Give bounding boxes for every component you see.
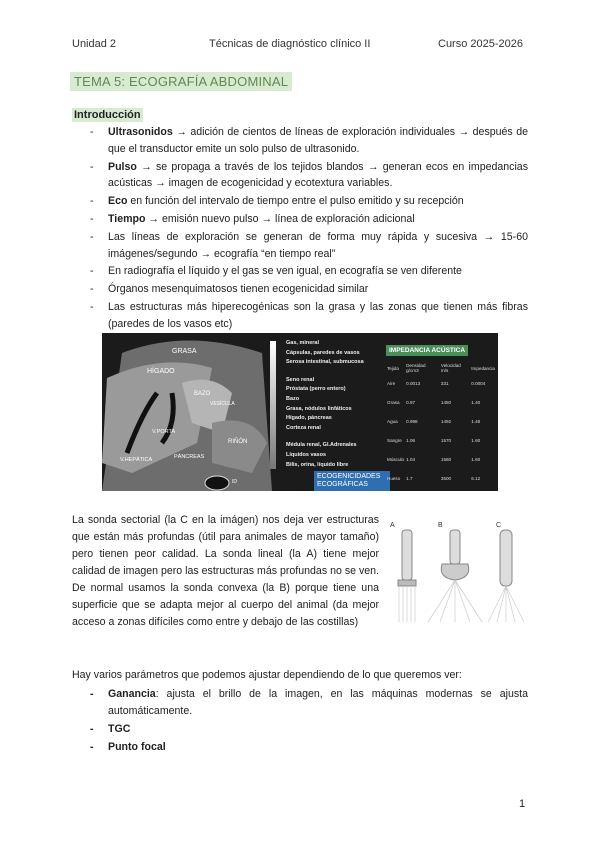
organ-label: BAZO bbox=[194, 391, 211, 397]
organ-label: RIÑÓN bbox=[228, 439, 248, 445]
intro-bullet-list bbox=[88, 124, 528, 334]
table-header: Tejido bbox=[387, 365, 400, 371]
page-number: 1 bbox=[519, 798, 526, 810]
list-item: - TGC bbox=[88, 721, 528, 738]
list-item: - Tiempo → emisión nuevo pulso → línea de exploración adicional bbox=[88, 211, 528, 228]
organ-label: V.PORTA bbox=[152, 429, 176, 435]
list-item: Bazo bbox=[286, 395, 300, 402]
organ-label: V.HEPÁTICA bbox=[120, 457, 153, 463]
list-item: - Órganos mesenquimatosos tienen ecogenicidad similar bbox=[88, 281, 528, 298]
echogenicity-arrow bbox=[270, 341, 276, 469]
list-item: Próstata (perro entero) bbox=[286, 386, 346, 393]
probe-types-illustration bbox=[388, 518, 528, 623]
list-item: Gas, mineral bbox=[286, 340, 320, 346]
table-row: Sangre 1.06 1570 1.60 bbox=[387, 438, 481, 443]
impedance-table bbox=[386, 362, 496, 488]
list-item: Grasa, nódulos linfáticos bbox=[286, 405, 352, 412]
params-list bbox=[88, 686, 528, 757]
table-row: Agua 0.998 1492 1.48 bbox=[387, 419, 481, 424]
list-item: - Las estructuras más hiperecogénicas son la grasa y las zonas que tienen más fibras (paredes de los vasos etc) bbox=[88, 299, 528, 333]
list-item: - Pulso → se propaga a través de los tejidos blandos → generan ecos en impedancias acústicas → imagen de ecogenicidad y ecotextura variables. bbox=[88, 159, 528, 193]
table-header: Velocidad m/s bbox=[440, 363, 461, 373]
list-item: Seno renal bbox=[286, 376, 315, 383]
list-item: Hígado, páncreas bbox=[286, 415, 332, 422]
impedance-title: IMPEDANCIA ACÚSTICA bbox=[386, 345, 468, 356]
list-item: Corteza renal bbox=[286, 424, 321, 431]
echogenicity-list bbox=[286, 339, 386, 470]
list-item: - Ganancia: ajusta el brillo de la imagen, en las máquinas modernas se ajusta automáticamente. bbox=[88, 686, 528, 720]
list-item: Líquidos vasos bbox=[286, 451, 327, 458]
organ-label: HÍGADO bbox=[147, 368, 175, 375]
probe-label-c: C bbox=[496, 522, 502, 529]
list-item: - En radiografía el líquido y el gas se ven igual, en ecografía se ven diferente bbox=[88, 263, 528, 280]
linear-probe-icon bbox=[398, 530, 416, 622]
section-heading-intro: Introducción bbox=[74, 109, 141, 121]
list-item: - Punto focal bbox=[88, 739, 528, 756]
header-unit: Unidad 2 bbox=[72, 38, 117, 50]
list-item: - Las líneas de exploración se generan de forma muy rápida y sucesiva → 15-60 imágenes/segundo → ecografía “en tiempo real” bbox=[88, 229, 528, 263]
params-intro: Hay varios parámetros que podemos ajustar dependiendo de lo que queremos ver: bbox=[72, 669, 462, 681]
echogenicity-label: ECOGENICIDADES ECOGRÁFICAS bbox=[314, 471, 390, 491]
table-row: Aire 0.0013 331 0.0004 bbox=[387, 381, 486, 386]
list-item: - Eco en función del intervalo de tiempo entre el pulso emitido y su recepción bbox=[88, 193, 528, 210]
ultrasound-diagram bbox=[102, 333, 272, 491]
list-item: - Ultrasonidos → adición de cientos de líneas de exploración individuales → después de que el transductor emite un solo pulso de ultrasonido. bbox=[88, 124, 528, 158]
organ-label: ID bbox=[232, 479, 237, 485]
probe-label-b: B bbox=[438, 522, 443, 529]
table-header: Densidad g/cm3 bbox=[406, 363, 426, 373]
convex-probe-icon bbox=[428, 530, 482, 622]
table-header: Impedancia bbox=[471, 365, 495, 371]
organ-label: VESÍCULA bbox=[210, 401, 235, 407]
page-title: TEMA 5: ECOGRAFÍA ABDOMINAL bbox=[70, 72, 292, 91]
table-row: Hueso 1.7 3500 6.12 bbox=[387, 476, 481, 481]
header-year: Curso 2025-2026 bbox=[438, 38, 524, 50]
organ-label: PÁNCREAS bbox=[174, 454, 205, 460]
table-row: Músculo 1.04 1580 1.60 bbox=[387, 457, 481, 462]
table-row: Grasa 0.97 1450 1.40 bbox=[387, 400, 481, 405]
list-item: Médula renal, Gl.Adrenales bbox=[286, 442, 357, 449]
organ-label: GRASA bbox=[172, 348, 197, 355]
probe-label-a: A bbox=[390, 522, 395, 529]
list-item: Serosa intestinal, submucosa bbox=[286, 359, 364, 366]
list-item: Cápsulas, paredes de vasos bbox=[286, 349, 360, 356]
list-item: Bilis, orina, líquido libre bbox=[286, 461, 349, 468]
sector-probe-icon bbox=[488, 530, 524, 622]
probe-paragraph: La sonda sectorial (la C en la imágen) nos deja ver estructuras que están más profundas (útil para animales de mayor tamaño) pero tienen peor calidad. La sonda lineal (la A) tiene mejor calidad de imagen pero las estructuras más profundas no se ven. De normal usamos la sonda convexa (la B) porque tiene una superficie que se adapta mejor al cuerpo del animal (da mejor acceso a zonas difíciles como entre y debajo de las costillas) bbox=[72, 514, 379, 628]
header-course-title: Técnicas de diagnóstico clínico II bbox=[209, 38, 371, 50]
